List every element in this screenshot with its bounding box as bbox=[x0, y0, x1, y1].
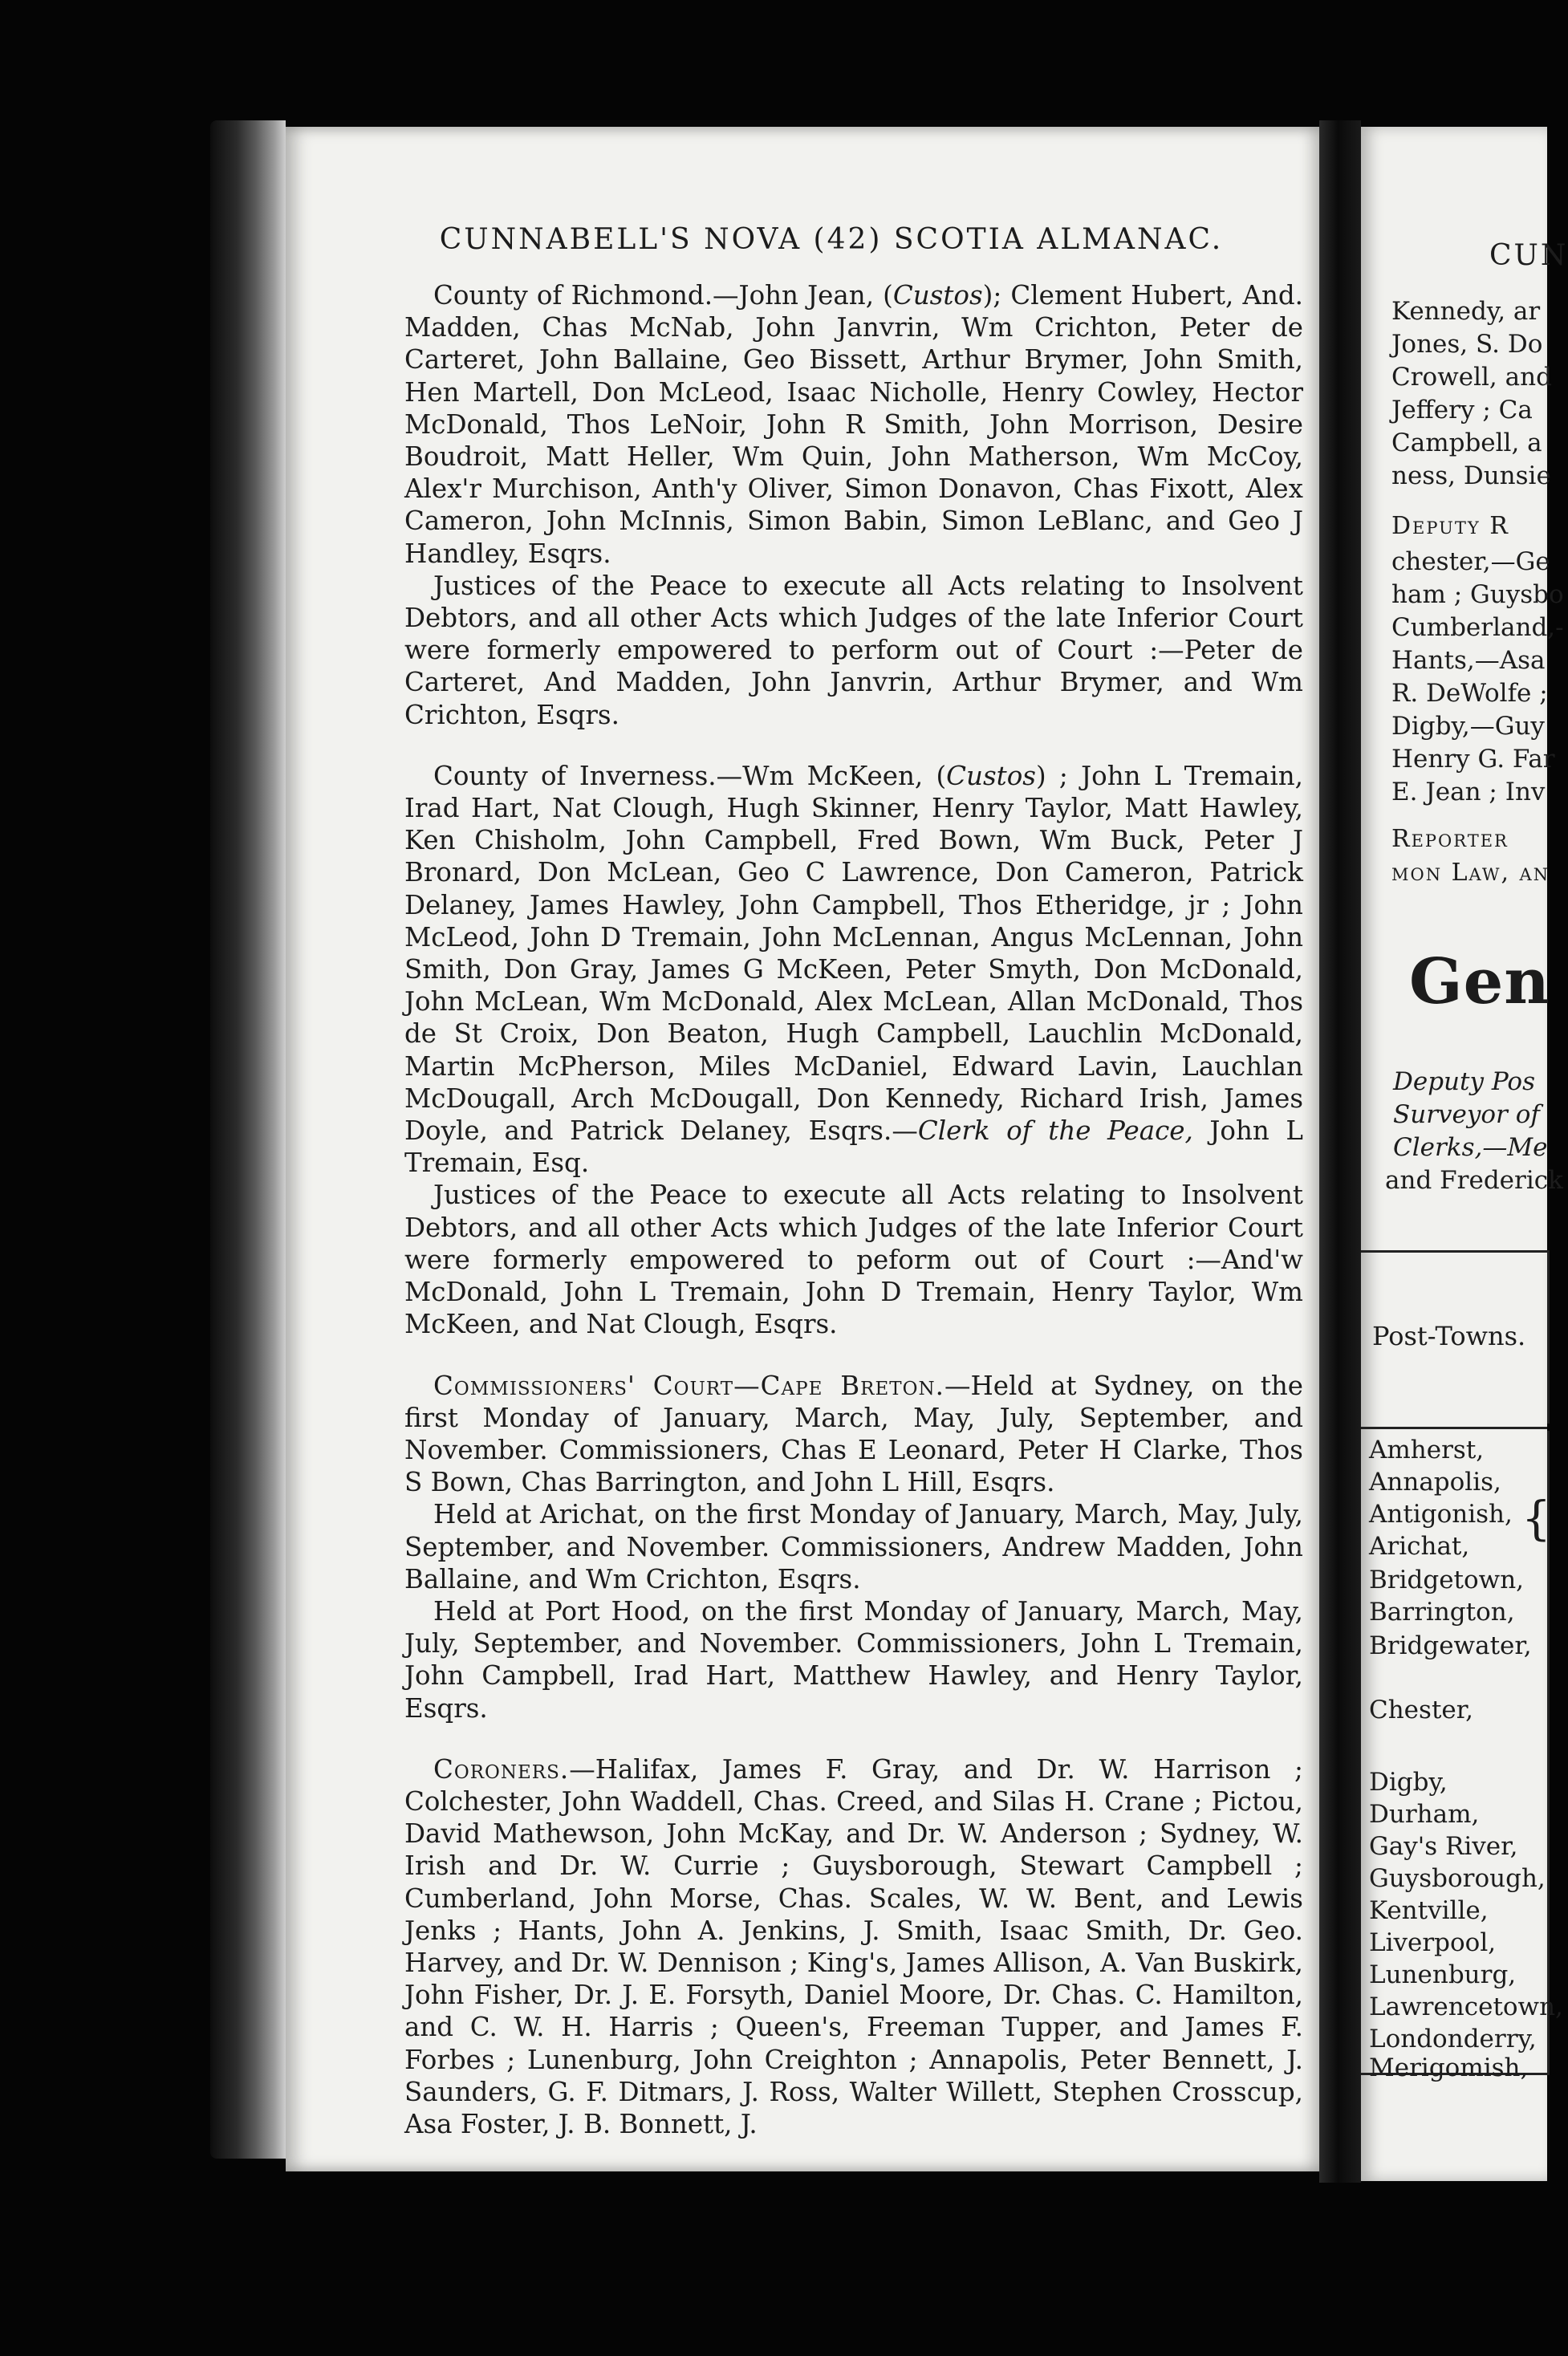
richmond-justices-paragraph: Justices of the Peace to execute all Acts relating to Insolvent Debtors, and all other Acts which Judges of the late Inferior Court were formerly empowered to perform out of Court :—Peter de Carteret, And Madden, John Janvrin, Arthur Brymer, and Wm Crichton, Esqrs. bbox=[404, 570, 1303, 730]
text-line: Jones, S. Do bbox=[1391, 330, 1543, 359]
post-town: Londonderry, bbox=[1369, 2025, 1537, 2053]
commissioners-paragraph: Commissioners' Court—Cape Breton.—Held at Sydney, on the first Monday of January, March, May, July, September, and November. Commissioners, Chas E Leonard, Peter H Clarke, Thos S Bown, Chas Barrington, and John L Hill, Esqrs. bbox=[404, 1370, 1303, 1498]
post-town: Lunenburg, bbox=[1369, 1960, 1517, 1989]
blackletter-heading: Gen bbox=[1409, 945, 1550, 1018]
table-rule bbox=[1361, 1427, 1547, 1429]
text-line: ness, Dunsie bbox=[1391, 461, 1551, 490]
post-town: Lawrencetown, bbox=[1369, 1992, 1563, 2021]
text-line: Deputy Pos bbox=[1393, 1067, 1536, 1096]
custos-label: Custos bbox=[892, 280, 983, 311]
post-town: Barrington, bbox=[1369, 1598, 1515, 1627]
text-line: Henry G. Far bbox=[1391, 745, 1555, 774]
post-town: Liverpool, bbox=[1369, 1928, 1497, 1957]
right-page bbox=[1361, 127, 1568, 2181]
right-lines-top bbox=[1391, 295, 1552, 493]
post-town: Annapolis, bbox=[1369, 1468, 1501, 1497]
post-town: Guysborough, bbox=[1369, 1864, 1546, 1893]
text-line: ham ; Guysbo bbox=[1391, 580, 1564, 609]
custos-label: Custos bbox=[946, 760, 1036, 791]
inverness-justices-paragraph: Justices of the Peace to execute all Acts relating to Insolvent Debtors, and all other Acts which Judges of the late Inferior Court were formerly empowered to peform out of Court :—And'w McDonald, John L Tremain, John D Tremain, Henry Taylor, Wm McKeen, and Nat Clough, Esqrs. bbox=[404, 1180, 1303, 1340]
page-body bbox=[404, 279, 1303, 2140]
post-town: Bridgewater, bbox=[1369, 1631, 1532, 1660]
inverness-paragraph: County of Inverness.—Wm McKeen, (Custos) ; John L Tremain, Irad Hart, Nat Clough, Hugh Skinner, Henry Taylor, Matt Hawley, Ken Chisholm, John Campbell, Fred Bown, Wm Buck, Peter J Bronard, Don McLean, Geo C Lawrence, Don Cameron, Patrick Delaney, James Hawley, John Campbell, Thos Etheridge, jr ; John McLeod, John D Tremain, John McLennan, Angus McLennan, John Smith, Don Gray, James G McKeen, Peter Smyth, Don McDonald, John McLean, Wm McDonald, Alex McLean, Allan McDonald, Thos de St Croix, Don Beaton, Hugh Campbell, Lauchlin McDonald, Martin McPherson, Miles McDaniel, Edward Lavin, Lauchlan McDougall, Arch McDougall, Don Kennedy, Richard Irish, James Doyle, and Patrick Delaney, Esqrs.—Clerk of the Peace, John L Tremain, Esq. bbox=[404, 760, 1304, 1179]
clerk-label: Clerk of the Peace, bbox=[917, 1115, 1193, 1147]
text-line: chester,—Ge bbox=[1391, 547, 1550, 576]
text-line: Jeffery ; Ca bbox=[1391, 396, 1533, 424]
right-lines-mid bbox=[1391, 546, 1564, 809]
post-town: Bridgetown, bbox=[1369, 1566, 1525, 1594]
post-town: Gay's River, bbox=[1369, 1832, 1518, 1861]
page-header: CUNNABELL'S NOVA (42) SCOTIA ALMANAC. bbox=[439, 223, 1224, 256]
brace-glyph: { bbox=[1521, 1491, 1551, 1546]
post-town: Durham, bbox=[1369, 1800, 1480, 1829]
coroners-paragraph: Coroners.—Halifax, James F. Gray, and Dr. W. Harrison ; Colchester, John Waddell, Chas. Creed, and Silas H. Crane ; Pictou, David Mathewson, John McKay, and Dr. W. Anderson ; Sydney, W. Irish and Dr. W. Currie ; Guysborough, Stewart Campbell ; Cumberland, John Morse, Chas. Scales, W. W. Bent, and Lewis Jenks ; Hants, John A. Jenkins, J. Smith, Isaac Smith, Dr. Geo. Harvey, and Dr. W. Dennison ; King's, James Allison, A. Van Buskirk, John Fisher, Dr. J. E. Forsyth, Daniel Moore, Dr. Chas. C. Hamilton, and C. W. H. Harris ; Queen's, Freeman Tupper, and James F. Forbes ; Lunenburg, John Creighton ; Annapolis, Peter Bennett, J. Saunders, G. F. Ditmars, J. Ross, Walter Willett, Stephen Crosscup, Asa Foster, J. B. Bonnett, J. bbox=[404, 1753, 1303, 2139]
text-line: Campbell, a bbox=[1391, 429, 1542, 457]
post-town: Antigonish, bbox=[1369, 1500, 1513, 1529]
post-town: Digby, bbox=[1369, 1768, 1448, 1797]
frederick-line: and Frederick bbox=[1385, 1166, 1563, 1195]
richmond-paragraph: County of Richmond.—John Jean, (Custos); Clement Hubert, And. Madden, Chas McNab, John Janvrin, Wm Crichton, Peter de Carteret, John Ballaine, Geo Bissett, Arthur Brymer, John Smith, Hen Martell, Don McLeod, Isaac Nicholle, Henry Cowley, Hector McDonald, Thos LeNoir, John R Smith, John Morrison, Desire Boudroit, Matt Heller, Wm Quin, John Matherson, Wm McCoy, Alex'r Murchison, Anth'y Oliver, Simon Donavon, Chas Fixott, Alex Cameron, John McInnis, Simon Babin, Simon LeBlanc, and Geo J Handley, Esqrs. bbox=[404, 280, 1304, 569]
post-towns-header-cell bbox=[1361, 1250, 1550, 1424]
text-line: R. DeWolfe ; bbox=[1391, 679, 1548, 708]
left-page bbox=[286, 127, 1319, 2171]
post-town: Amherst, bbox=[1369, 1436, 1485, 1464]
text-line: Kennedy, ar bbox=[1391, 297, 1541, 326]
post-town: Kentville, bbox=[1369, 1896, 1489, 1925]
reporter-heading: Reporter bbox=[1391, 825, 1509, 853]
text-line: E. Jean ; Inv bbox=[1391, 778, 1546, 806]
book-spine bbox=[210, 120, 286, 2159]
text-line: Crowell, and bbox=[1391, 363, 1552, 392]
port-hood-paragraph: Held at Port Hood, on the first Monday of January, March, May, July, September, and November. Commissioners, John L Tremain, John Campbell, Irad Hart, Matthew Hawley, and Henry Taylor, Esqrs. bbox=[404, 1595, 1303, 1724]
text-line: Digby,—Guy bbox=[1391, 712, 1545, 741]
text-line: Hants,—Asa bbox=[1391, 646, 1546, 675]
arichat-paragraph: Held at Arichat, on the first Monday of January, March, May, July, September, and November. Commissioners, Andrew Madden, John Ballaine, and Wm Crichton, Esqrs. bbox=[404, 1499, 1303, 1594]
text-line: Clerks,—Me bbox=[1393, 1133, 1548, 1162]
post-towns-heading: Post-Towns. bbox=[1372, 1321, 1526, 1351]
right-page-header: CUN bbox=[1489, 239, 1568, 272]
mon-law-line: mon Law, an bbox=[1391, 859, 1550, 887]
page-gutter bbox=[1319, 120, 1361, 2183]
text-line: Cumberland,- bbox=[1391, 613, 1564, 642]
post-town: Merigomish, bbox=[1369, 2053, 1529, 2082]
right-italic-lines bbox=[1393, 1066, 1547, 1164]
coroners-heading: Coroners. bbox=[433, 1753, 570, 1785]
post-town: Chester, bbox=[1369, 1696, 1474, 1724]
deputy-heading: Deputy R bbox=[1391, 512, 1509, 540]
commissioners-heading: Commissioners' Court—Cape Breton. bbox=[433, 1370, 944, 1401]
post-town: Arichat, bbox=[1369, 1532, 1470, 1561]
text-line: Surveyor of bbox=[1393, 1100, 1540, 1129]
